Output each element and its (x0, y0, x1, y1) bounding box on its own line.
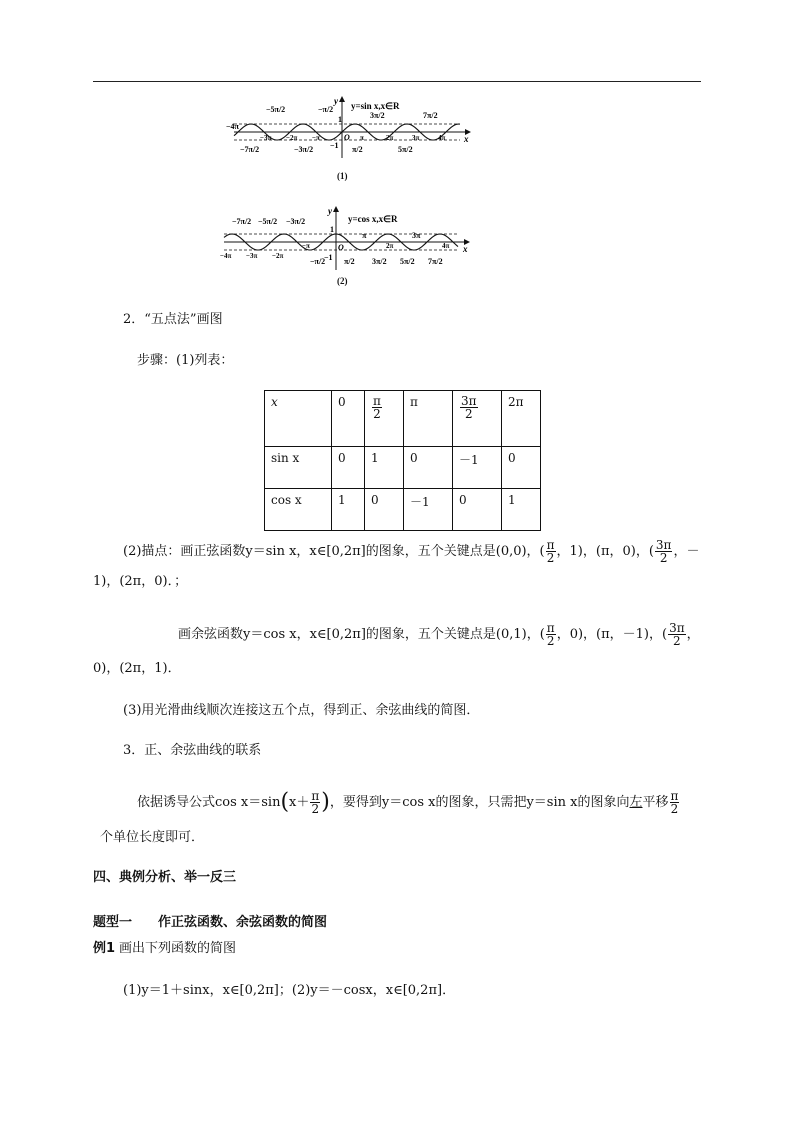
table-row (265, 489, 541, 531)
five-point-table (264, 390, 541, 531)
cosine-axis-label: −4π (220, 252, 232, 260)
cosine-axis-label: −3π (246, 252, 258, 260)
cosine-axis-label: O (338, 243, 344, 252)
fraction: $\frac{\pi}{2}$ (546, 621, 555, 648)
table-cell: 0 (453, 489, 502, 531)
plot-points-cosine: 画余弦函数y＝cos x，x∈[0,2π]的图象，五个关键点是(0,1)，( $\frac{\pi}{2}$ ，0)，(π，－1)，( $\frac{3\pi}{2}$ ， (178, 621, 700, 648)
table-cell: －1 (453, 447, 502, 489)
cosine-top-label: 1 (330, 225, 334, 234)
sine-y-arrow (339, 96, 345, 102)
sine-equation: y=sin x,x∈R (351, 101, 400, 111)
type-heading: 题型一 作正弦函数、余弦函数的简图 (93, 915, 328, 930)
sine-bottom-label: π/2 (352, 145, 363, 154)
table-row (265, 447, 541, 489)
sine-bottom-label: −3π/2 (294, 145, 314, 154)
table-frac: $\frac{3\pi}{2}$ (461, 394, 477, 421)
sine-y-label: y (334, 96, 338, 106)
sine-axis-label: O (344, 133, 350, 142)
table-cell (365, 391, 404, 447)
sine-axis-label: −π (312, 134, 320, 142)
table-row (265, 391, 541, 447)
sine-axis-label: 2π (386, 134, 394, 142)
cosine-bottom-label: 3π/2 (372, 257, 387, 266)
cosine-bottom-label: 5π/2 (400, 257, 415, 266)
sine-axis-label: 4π (438, 134, 446, 142)
cosine-axis-label: −1 (324, 253, 333, 262)
example-label: 例1 (93, 941, 116, 956)
cosine-axis-label: 4π (442, 242, 450, 250)
cosine-y-label: y (328, 206, 332, 216)
cosine-y-arrow (333, 206, 339, 212)
sine-x-label: x (464, 134, 469, 144)
plot-points-cosine-cont: 0)，(2π，1)． (93, 661, 181, 676)
table-cell: 2π (502, 391, 541, 447)
table-cell: 0 (502, 447, 541, 489)
cosine-graph (216, 204, 478, 274)
sine-graph (220, 96, 480, 162)
sine-axis-label: −3π (260, 134, 272, 142)
table-cell: 1 (502, 489, 541, 531)
table-cell: π (404, 391, 453, 447)
sine-axis-label: −1 (330, 141, 339, 150)
cosine-axis-label: 2π (386, 242, 394, 250)
cosine-top-label: −3π/2 (286, 217, 306, 226)
induction-formula: 依据诱导公式cos x＝sin(x＋ $\frac{\pi}{2}$ )，要得到y＝cos x的图象，只需把y＝sin x的图象向左平移 $\frac{\pi}{2}$ (137, 789, 679, 816)
section3-heading: 3．正、余弦曲线的联系 (123, 743, 262, 758)
table-cell: sin x (265, 447, 332, 489)
example-line (93, 940, 236, 958)
cosine-axis-label: −π (302, 242, 310, 250)
table-cell: 0 (365, 489, 404, 531)
cosine-top-label: π (362, 231, 367, 240)
sine-axis-label: −2π (286, 134, 298, 142)
cosine-top-label: −7π/2 (232, 217, 252, 226)
sine-bottom-label: 5π/2 (398, 145, 413, 154)
fraction: $\frac{3\pi}{2}$ (655, 538, 672, 565)
connect-points: (3)用光滑曲线顺次连接这五个点，得到正、余弦曲线的简图． (123, 703, 480, 718)
table-cell: －1 (404, 489, 453, 531)
plot-points-sine: (2)描点：画正弦函数y＝sin x，x∈[0,2π]的图象，五个关键点是(0,0)，( $\frac{\pi}{2}$ ，1)，(π，0)，( $\frac{3\pi}{2}$ ，－ (123, 538, 700, 565)
sine-top-label: −5π/2 (266, 105, 286, 114)
induction-formula-cont: 个单位长度即可． (100, 830, 205, 845)
table-cell: 0 (332, 447, 365, 489)
table-frac: $\frac{\pi}{2}$ (373, 394, 381, 421)
cosine-bottom-label: −π/2 (310, 257, 326, 266)
cosine-top-label: 3π (412, 231, 421, 240)
table-cell: cos x (265, 489, 332, 531)
header-rule (93, 81, 701, 82)
sine-top-label: 3π/2 (370, 111, 385, 120)
section2-heading: 2．“五点法”画图 (123, 312, 223, 327)
cosine-bottom-label: π/2 (344, 257, 355, 266)
table-cell: 0 (332, 391, 365, 447)
cosine-equation: y=cos x,x∈R (348, 214, 398, 224)
sine-axis-label: 1 (338, 115, 342, 124)
table-cell: 1 (365, 447, 404, 489)
sine-caption: (1) (337, 171, 348, 181)
fraction: $\frac{\pi}{2}$ (546, 538, 555, 565)
table-cell: 1 (332, 489, 365, 531)
underlined-answer: 左 (629, 795, 643, 810)
plot-points-sine-cont: 1)，(2π，0)．； (93, 574, 188, 589)
sine-top-label: 7π/2 (423, 111, 438, 120)
sine-top-label: −π/2 (318, 105, 334, 114)
cosine-axis-label: −2π (272, 252, 284, 260)
example-problem: (1)y＝1＋sinx，x∈[0,2π]；(2)y＝－cosx，x∈[0,2π]． (123, 983, 456, 998)
sine-axis-label: π (360, 134, 364, 142)
table-cell: 0 (404, 447, 453, 489)
example-text: 画出下列函数的简图 (119, 941, 237, 956)
table-cell: x (265, 391, 332, 447)
fraction: $\frac{\pi}{2}$ (670, 789, 679, 816)
cosine-top-label: −5π/2 (258, 217, 278, 226)
sine-axis-label: −4π (226, 122, 239, 131)
step-label: 步骤：(1)列表： (137, 353, 234, 368)
section4-heading: 四、典例分析、举一反三 (93, 870, 237, 885)
cosine-x-label: x (463, 244, 468, 254)
cosine-bottom-label: 7π/2 (428, 257, 443, 266)
table-cell (453, 391, 502, 447)
sine-bottom-label: −7π/2 (240, 145, 260, 154)
cosine-caption: (2) (337, 276, 348, 286)
fraction: $\frac{\pi}{2}$ (311, 789, 320, 816)
fraction: $\frac{3\pi}{2}$ (669, 621, 685, 648)
sine-axis-label: 3π (412, 134, 420, 142)
